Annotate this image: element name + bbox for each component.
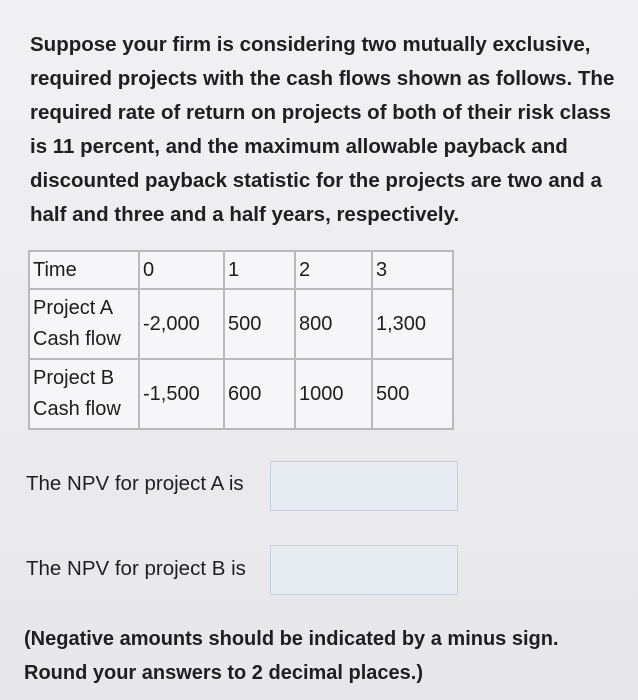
header-cell-year-2: 2	[295, 251, 372, 289]
header-cell-time: Time	[29, 251, 139, 289]
row-label-line: Project B	[33, 367, 115, 389]
table-cell: 500	[372, 359, 453, 429]
row-label-project-a	[29, 289, 139, 359]
header-cell-year-0: 0	[139, 251, 224, 289]
question-line: required projects with the cash flows shown as follows. The	[30, 67, 615, 90]
question-line: half and three and a half years, respectively.	[30, 203, 460, 226]
instruction-note	[24, 622, 624, 690]
npv-b-input[interactable]	[270, 545, 458, 595]
question-line: discounted payback statistic for the projects are two and a	[30, 169, 602, 192]
cash-flow-table	[28, 250, 454, 430]
note-line: Round your answers to 2 decimal places.)	[24, 662, 424, 684]
table-cell: 800	[295, 289, 372, 359]
question-line: is 11 percent, and the maximum allowable payback and	[30, 135, 568, 158]
question-line: required rate of return on projects of both of their risk class	[30, 101, 611, 124]
table-row-project-b	[29, 359, 453, 429]
table-cell: -1,500	[139, 359, 224, 429]
row-label-line: Cash flow	[33, 328, 121, 350]
table-cell: 600	[224, 359, 295, 429]
table-header-row	[29, 251, 453, 289]
npv-a-label: The NPV for project A is	[26, 472, 244, 495]
npv-a-input[interactable]	[270, 461, 458, 511]
table-row-project-a	[29, 289, 453, 359]
question-text	[30, 28, 622, 232]
header-cell-year-3: 3	[372, 251, 453, 289]
note-line: (Negative amounts should be indicated by a minus sign.	[24, 628, 559, 650]
npv-b-row	[26, 557, 246, 581]
header-cell-year-1: 1	[224, 251, 295, 289]
question-line: Suppose your firm is considering two mutually exclusive,	[30, 33, 591, 56]
npv-a-row	[26, 472, 244, 496]
row-label-line: Cash flow	[33, 398, 121, 420]
npv-b-label: The NPV for project B is	[26, 557, 246, 580]
table-cell: 1,300	[372, 289, 453, 359]
row-label-line: Project A	[33, 297, 114, 319]
row-label-project-b	[29, 359, 139, 429]
table-cell: -2,000	[139, 289, 224, 359]
table-cell: 1000	[295, 359, 372, 429]
table-cell: 500	[224, 289, 295, 359]
